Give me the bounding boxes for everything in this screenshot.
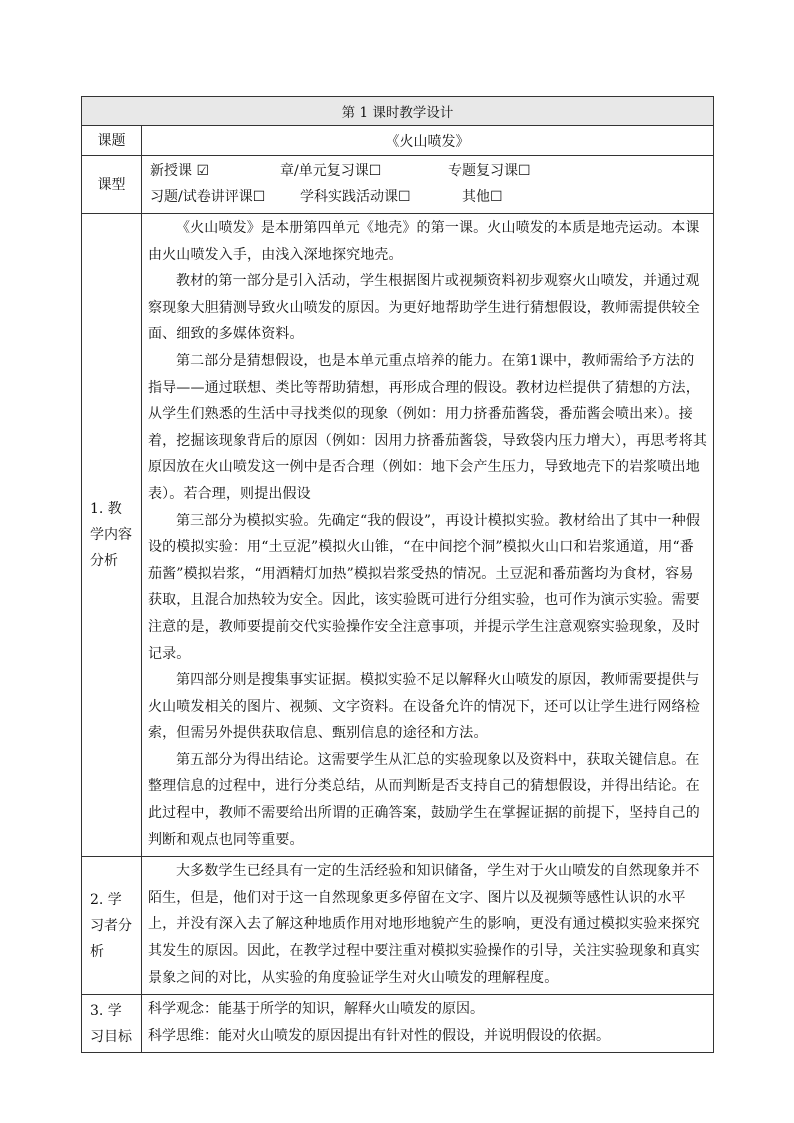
objectives-label — [82, 995, 142, 1053]
content-paragraph: 第二部分是猜想假设，也是本单元重点培养的能力。在第1课中，教师需给予方法的指导——通过联想、类比等帮助猜想，再形成合理的假设。教材边栏提供了猜想的方法，从学生们熟悉的生活中寻找类似的现象（例如：用力挤番茄酱袋，番茄酱会喷出来）。接着，挖掘该现象背后的原因（例如：因用力挤番茄酱袋，导致袋内压力增大），再思考将其原因放在火山喷发这一例中是否合理（例如：地下会产生压力，导致地壳下的岩浆喷出地表）。若合理，则提出假设 — [148, 352, 707, 502]
content-paragraph: 第五部分为得出结论。这需要学生从汇总的实验现象以及资料中，获取关键信息。在整理信息的过程中，进行分类总结，从而判断是否支持自己的猜想假设，并得出结论。在此过程中，教师不需要给出所谓的正确答案，鼓励学生在掌握证据的前提下，坚持自己的判断和观点也同等重要。 — [148, 751, 700, 848]
content-paragraph: 第三部分为模拟实验。先确定“我的假设”，再设计模拟实验。教材给出了其中一种假设的模拟实验：用“土豆泥”模拟火山锥，“在中间挖个洞”模拟火山口和岩浆通道，用“番茄酱”模拟岩浆，“用酒精灯加热”模拟岩浆受热的情况。土豆泥和番茄酱均为食材，容易获取，且混合加热较为安全。因此，该实验既可进行分组实验，也可作为演示实验。需要注意的是，教师要提前交代实验操作安全注意事项，并提示学生注意观察实验现象，及时记录。 — [148, 512, 701, 662]
learner-analysis-body — [142, 857, 714, 995]
content-analysis-label-line: 1. 教 — [90, 501, 122, 518]
lesson-type-label: 课型 — [82, 156, 142, 214]
option-unit-review[interactable]: 章/单元复习课☐ — [280, 162, 382, 179]
content-analysis-label-line: 分析 — [90, 553, 118, 570]
content-analysis-row — [82, 214, 714, 857]
content-paragraph: 《火山喷发》是本册第四单元《地壳》的第一课。火山喷发的本质是地壳运动。本课由火山喷发入手，由浅入深地探究地壳。 — [148, 220, 700, 263]
topic-value: 《火山喷发》 — [142, 126, 714, 156]
option-other[interactable]: 其他☐ — [462, 188, 503, 205]
objectives-label-line: 习目标 — [90, 1028, 132, 1045]
objective-line: 科学观念：能基于所学的知识，解释火山喷发的原因。 — [148, 1001, 484, 1018]
learner-analysis-label — [82, 857, 142, 995]
option-practice-activity[interactable]: 学科实践活动课☐ — [300, 188, 411, 205]
content-analysis-label — [82, 214, 142, 857]
lesson-type-row — [82, 156, 714, 214]
lesson-type-line-2 — [148, 184, 707, 210]
table-title-row — [82, 97, 714, 126]
topic-row — [82, 126, 714, 156]
lesson-type-line-1 — [148, 158, 707, 184]
option-topic-review[interactable]: 专题复习课☐ — [448, 162, 531, 179]
learner-analysis-label-line: 析 — [90, 943, 104, 960]
content-analysis-body — [142, 214, 714, 857]
content-paragraph: 第四部分则是搜集事实证据。模拟实验不足以解释火山喷发的原因，教师需要提供与火山喷发相关的图片、视频、文字资料。在设备允许的情况下，还可以让学生进行网络检索，但需另外提供获取信息、甄别信息的途径和方法。 — [148, 672, 700, 742]
objective-line: 科学思维：能对火山喷发的原因提出有针对性的假设，并说明假设的依据。 — [148, 1027, 610, 1044]
learner-analysis-label-line: 2. 学 — [90, 891, 122, 908]
learner-analysis-row — [82, 857, 714, 995]
learner-paragraph: 大多数学生已经具有一定的生活经验和知识储备，学生对于火山喷发的自然现象并不陌生，但是，他们对于这一自然现象更多停留在文字、图片以及视频等感性认识的水平上，并没有深入去了解这种地质作用对地形地貌产生的影响，更没有通过模拟实验来探究其发生的原因。因此，在教学过程中要注重对模拟实验操作的引导，关注实验现象和真实景象之间的对比，从实验的角度验证学生对火山喷发的理解程度。 — [148, 863, 700, 986]
learner-analysis-label-line: 习者分 — [90, 917, 132, 934]
lesson-plan-sheet — [81, 96, 713, 1053]
objectives-label-line: 3. 学 — [90, 1002, 122, 1019]
option-new-lesson[interactable]: 新授课 ☑ — [150, 162, 210, 179]
lesson-plan-table — [81, 96, 714, 1053]
objectives-row — [82, 995, 714, 1053]
lesson-type-options — [142, 156, 714, 214]
table-title: 第 1 课时教学设计 — [82, 97, 714, 126]
objectives-body — [142, 995, 714, 1053]
content-paragraph: 教材的第一部分是引入活动，学生根据图片或视频资料初步观察火山喷发，并通过观察现象大胆猜测导致火山喷发的原因。为更好地帮助学生进行猜想假设，教师需提供较全面、细致的多媒体资料。 — [148, 273, 700, 343]
content-analysis-label-line: 学内容 — [90, 527, 132, 544]
option-exercise-review[interactable]: 习题/试卷讲评课☐ — [150, 188, 266, 205]
topic-label: 课题 — [82, 126, 142, 156]
